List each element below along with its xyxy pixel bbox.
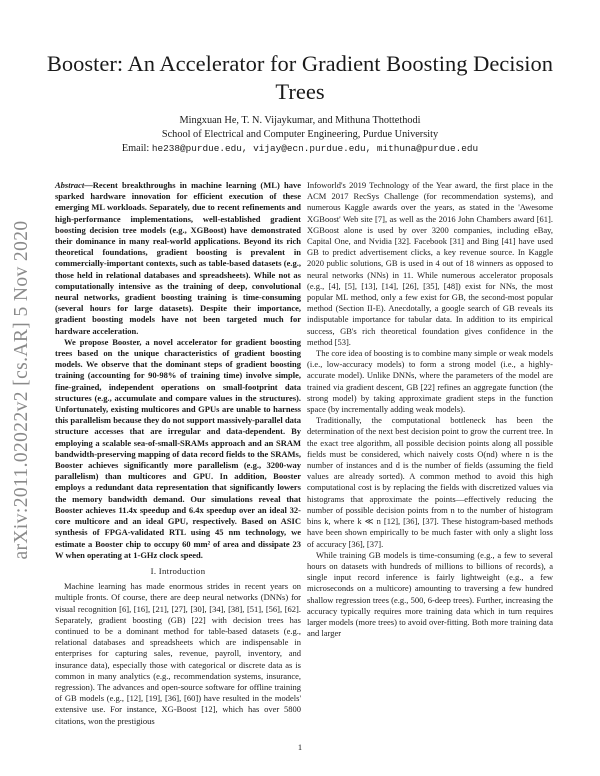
author-block <box>40 114 560 156</box>
email-line <box>40 142 560 156</box>
abstract-paragraph-2: We propose Booster, a novel accelerator for gradient boosting trees based on the unique characteristics of gradient boosting models. We observe that the dominant steps of gradient boosting training (accounting for 90-98% of training time) involve simple, fine-grained, independent operations on small-footprint data structures (e.g., accumulate and compare values in the structures). Unfortunately, existing multicores and GPUs are unable to harness this parallelism because they do not support massively-parallel data structure accesses that are irregular and data-dependent. By employing a scalable sea-of-small-SRAMs approach and an SRAM bandwidth-preserving mapping of data record fields to the SRAMs, Booster achieves significantly more parallelism (e.g., 3200-way parallelism) than multicores and GPU. In addition, Booster employs a redundant data representation that significantly lowers the memory bandwidth demand. Our simulations reveal that Booster achieves 11.4x speedup and 6.4x speedup over an ideal 32-core multicore and an ideal GPU, respectively. Based on ASIC synthesis of FPGA-validated RTL using 45 nm technology, we estimate a Booster chip to occupy 60 mm² of area and dissipate 23 W when operating at 1-GHz clock speed. <box>55 336 301 560</box>
left-column <box>55 180 301 727</box>
paper-title: Booster: An Accelerator for Gradient Boosting Decision Trees <box>46 51 554 104</box>
email-addresses: he238@purdue.edu, vijay@ecn.purdue.edu, mithuna@purdue.edu <box>151 143 479 154</box>
right-column <box>307 180 553 639</box>
author-names: Mingxuan He, T. N. Vijaykumar, and Mithuna Thottethodi <box>179 115 421 126</box>
abstract-label: Abstract <box>55 180 85 190</box>
email-label: Email: <box>121 143 150 154</box>
affiliation: School of Electrical and Computer Engineering, Purdue University <box>161 129 439 140</box>
intro-paragraph-2: The core idea of boosting is to combine many simple or weak models (i.e., low-accuracy models) to form a strong model (i.e., a highly-accurate model). Unlike DNNs, where the parameters of the model are trained via gradient descent, GB [22] refines an aggregate function (the strong model) by taking approximate gradient steps in the function space (by incrementally adding weak models). <box>307 348 553 415</box>
arxiv-stamp: arXiv:2011.02022v2 [cs.AR] 5 Nov 2020 <box>11 220 32 560</box>
intro-paragraph-3: Traditionally, the computational bottleneck has been the determination of the next best decision point to grow the current tree. In the exact tree algorithm, all possible decision points along all possible fields must be considered, which naively costs O(nd) where n is the number of instances and d is the number of fields (assuming the field values are already sorted). A common method to avoid this high computational cost is by replacing the fields with discretized values via histograms that approximate the points—effectively reducing the number of possible decision points from n to the number of histogram bins k, where k ≪ n [12], [36], [37]. These histogram-based methods have been shown empirically to be much faster with only a slight loss of accuracy [36], [37]. <box>307 415 553 549</box>
arxiv-sidebar <box>2 220 42 560</box>
page-number: 1 <box>297 742 303 752</box>
section-heading-introduction: I. Introduction <box>150 565 206 576</box>
intro-paragraph-1: Machine learning has made enormous strides in recent years on multiple fronts. Of course, there are deep neural networks (DNNs) for visual recognition [6], [16], [21], [27], [30], [34], [38], [51], [56], [62]. Separately, gradient boosting (GB) [22] with decision trees has continued to be a dominant method for table-based datasets (e.g., relational databases and spreadsheets which are indispensable in enterprises for capturing sales, revenue, payroll, inventory, and insurance data), especially those with categorical or discrete data as is common in many analytics (e.g., recommendation systems, insurance, regression). The advances and open-source software for offline training of GB models (e.g., [12], [19], [36], [60]) have resulted in the models' extensive use. For instance, XG-Boost [12], which has over 5800 citations, won the prestigious <box>55 581 301 726</box>
abstract-paragraph-1: Abstract—Recent breakthroughs in machine learning (ML) have sparked hardware innovation for efficient execution of these emerging ML workloads. Separately, due to recent refinements and high-performance implementations, well-established gradient boosting decision tree models (e.g., XGBoost) have demonstrated their dominance in many real-world applications. Beyond its rich theoretical foundations, gradient boosting is prevalent in commercially-important contexts, such as table-based datasets (e.g., those held in relational databases and spreadsheets). While not as computationally intensive as the training of deep, convolutional neural networks, gradient boosting training is time-consuming (several hours for large datasets). Despite their importance, gradient boosting models have not been targeted much for hardware acceleration. <box>55 180 301 336</box>
intro-paragraph-1-continued: Infoworld's 2019 Technology of the Year award, the first place in the ACM 2017 RecSys Challenge (for recommendation systems), and numerous Kaggle awards over the years, as stated in the 'Awesome XGBoost' Web site [7], as well as the 2016 John Chambers award [61]. XGBoost alone is used by over 3200 companies, including eBay, Capital One, and Nvidia [32]. Facebook [31] and Bing [41] have used GB to predict advertisement clicks, a key revenue source. In Kaggle 2020 public solutions, GB is used in 4 out of 18 winners as opposed to neural networks (NNs) in 11. While numerous accelerator proposals (e.g., [4], [5], [13], [14], [26], [35], [48]) exist for NNs, the most popular ML method, only a few exist for GB, the second-most popular method (Section II-E). Anecdotally, a google search of GB reveals its indisputable importance for tabular data. In addition to its empirical success, GB's rich theoretical foundation gives confidence in the method [53]. <box>307 180 553 347</box>
intro-paragraph-4: While training GB models is time-consuming (e.g., a few to several hours on datasets with hundreds of millions to billions of records), a single input record inference is fairly lightweight (e.g., a few microseconds on a multicore) amounting to traversing a few hundred shallow regression trees (e.g., 500, 6-deep trees). Further, increasing the accuracy typically requires more training data which in turn requires larger models (more trees) to avoid over-fitting. Both more training data and larger <box>307 549 553 639</box>
